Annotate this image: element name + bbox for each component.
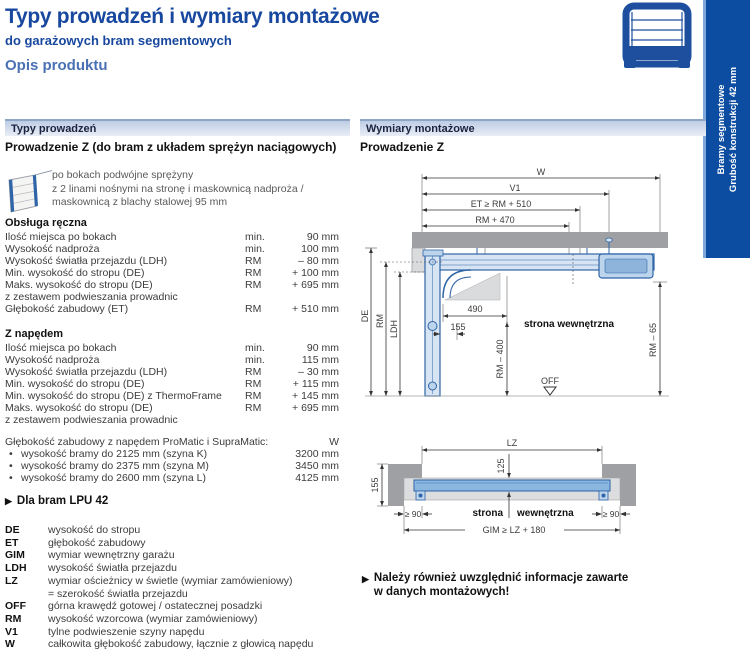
dim-label-155: 155 <box>450 322 466 332</box>
inner-side-label-1: strona <box>472 508 503 519</box>
dim-label-et: ET ≥ RM + 510 <box>470 199 532 209</box>
dim-label-ldh: LDH <box>389 319 399 339</box>
triangle-marker-icon: ▶ <box>5 496 12 506</box>
side-view-diagram <box>357 164 707 413</box>
right-section-bar: Wymiary montażowe <box>360 119 706 136</box>
sectional-door-icon <box>620 2 695 77</box>
table-row: • wysokość bramy do 2600 mm (szyna L) 4125 mm <box>5 472 339 484</box>
inner-side-label-2: wewnętrzna <box>517 508 574 519</box>
legend-row: ET głębokość zabudowy <box>5 536 146 549</box>
dim-label-155-top: 155 <box>370 477 380 493</box>
dim-label-125: 125 <box>496 458 506 474</box>
roller <box>429 382 437 390</box>
dim-label-de: DE <box>360 309 370 323</box>
table-row: Maks. wysokość do stropu (DE) RM + 695 mm <box>5 279 339 291</box>
page-subtitle: do garażowych bram segmentowych <box>5 33 232 48</box>
legend-row-continuation: = szerokość światła przejazdu <box>48 587 188 600</box>
table-row: Ilość miejsca po bokach min. 90 mm <box>5 342 339 354</box>
left-section-bar: Typy prowadzeń <box>5 119 350 136</box>
dim-label-rm400: RM – 400 <box>495 339 505 379</box>
dim-label-v1: V1 <box>509 183 521 193</box>
side-tab-text: Bramy segmentowe Grubość konstrukcji 42 mm <box>716 66 739 192</box>
door-icon-bottom-panel <box>629 46 685 60</box>
dim-label-90-right: ≥ 90 <box>602 509 620 519</box>
bullet-icon: • <box>9 448 13 460</box>
table-header-row: Głębokość zabudowy z napędem ProMatic i SupraMatic: W <box>5 436 339 448</box>
ceiling <box>412 232 668 248</box>
table-row: Maks. wysokość do stropu (DE) RM + 695 mm <box>5 402 339 414</box>
bullet-icon: • <box>9 460 13 472</box>
table-row: Wysokość nadproża min. 115 mm <box>5 354 339 366</box>
door-panel-top <box>414 480 610 491</box>
bullet-icon: • <box>9 472 13 484</box>
table-row: Min. wysokość do stropu (DE) z ThermoFrame RM + 145 mm <box>5 390 339 402</box>
table-row: Min. wysokość do stropu (DE) RM + 100 mm <box>5 267 339 279</box>
dim-label-490: 490 <box>467 304 483 314</box>
section-title: Opis produktu <box>5 57 108 74</box>
legend-row: W całkowita głębokość zabudowy, łącznie z głowicą napędu <box>5 638 314 651</box>
drive-depth-table <box>5 436 339 484</box>
powered-spec-table <box>5 328 339 426</box>
table-row-continuation: z zestawem podwieszania prowadnic <box>5 414 178 426</box>
abbreviation-legend <box>5 524 345 651</box>
roller <box>428 322 437 331</box>
track-description: po bokach podwójne sprężyny z 2 linami nośnymi na stronę i maskownicą nadproża / maskownicą z blachy stalowej 95 mm <box>52 169 304 208</box>
legend-row: LDH wysokość światła przejazdu <box>5 562 177 575</box>
table-row: Wysokość światła przejazdu (LDH) RM – 30 mm <box>5 366 339 378</box>
dim-label-lz: LZ <box>506 438 518 448</box>
off-arrow-icon <box>544 387 556 395</box>
top-bracket <box>423 250 443 256</box>
table-row: • wysokość bramy do 2125 mm (szyna K) 3200 mm <box>5 448 339 460</box>
table-row: Wysokość nadproża min. 100 mm <box>5 243 339 255</box>
legend-row: LZ wymiar ościeżnicy w świetle (wymiar zamówieniowy) <box>5 574 293 587</box>
dim-label-rm65: RM – 65 <box>648 322 658 358</box>
table-row: Głębokość zabudowy (ET) RM + 510 mm <box>5 303 339 315</box>
door-panel-thumbnail <box>4 168 52 221</box>
inner-side-label: strona wewnętrzna <box>523 319 615 330</box>
side-tab <box>703 0 750 258</box>
dim-label-rm: RM <box>375 314 385 328</box>
triangle-marker-icon: ▶ <box>362 574 369 584</box>
legend-row: V1 tylne podwieszenie szyny napędu <box>5 625 205 638</box>
operator-head-inner <box>605 259 647 273</box>
dim-label-rm470: RM + 470 <box>475 215 515 225</box>
legend-row: DE wysokość do stropu <box>5 524 141 536</box>
table-row-continuation: z zestawem podwieszania prowadnic <box>5 291 178 303</box>
left-subheader: Prowadzenie Z (do bram z układem sprężyn naciągowych) <box>5 140 337 154</box>
legend-row: OFF górna krawędź gotowej / ostatecznej posadzki <box>5 600 263 613</box>
manual-spec-table <box>5 217 339 315</box>
table-row: Ilość miejsca po bokach min. 90 mm <box>5 231 339 243</box>
legend-row: RM wysokość wzorcowa (wymiar zamówieniowy) <box>5 612 258 625</box>
installation-note: ▶ Należy również uwzględnić informacje zawarte w danych montażowych! <box>362 572 629 598</box>
legend-row: GIM wymiar wewnętrzny garażu <box>5 549 175 562</box>
suspension-anchor <box>606 238 612 242</box>
table-title: Obsługa ręczna <box>5 217 87 229</box>
table-title: Z napędem <box>5 328 64 340</box>
corner-console <box>445 273 500 300</box>
right-subheader: Prowadzenie Z <box>360 140 445 154</box>
table-row: • wysokość bramy do 2375 mm (szyna M) 3450 mm <box>5 460 339 472</box>
dim-label-gim: GIM ≥ LZ + 180 <box>482 525 546 535</box>
off-label: OFF <box>541 376 559 386</box>
top-view-diagram <box>357 434 707 555</box>
table-row: Min. wysokość do stropu (DE) RM + 115 mm <box>5 378 339 390</box>
dim-label-w: W <box>536 167 546 177</box>
table-row: Wysokość światła przejazdu (LDH) RM – 80 mm <box>5 255 339 267</box>
dim-label-90-left: ≥ 90 <box>404 509 422 519</box>
page-title: Typy prowadzeń i wymiary montażowe <box>5 5 380 28</box>
lpu-note: ▶ Dla bram LPU 42 <box>5 495 109 507</box>
